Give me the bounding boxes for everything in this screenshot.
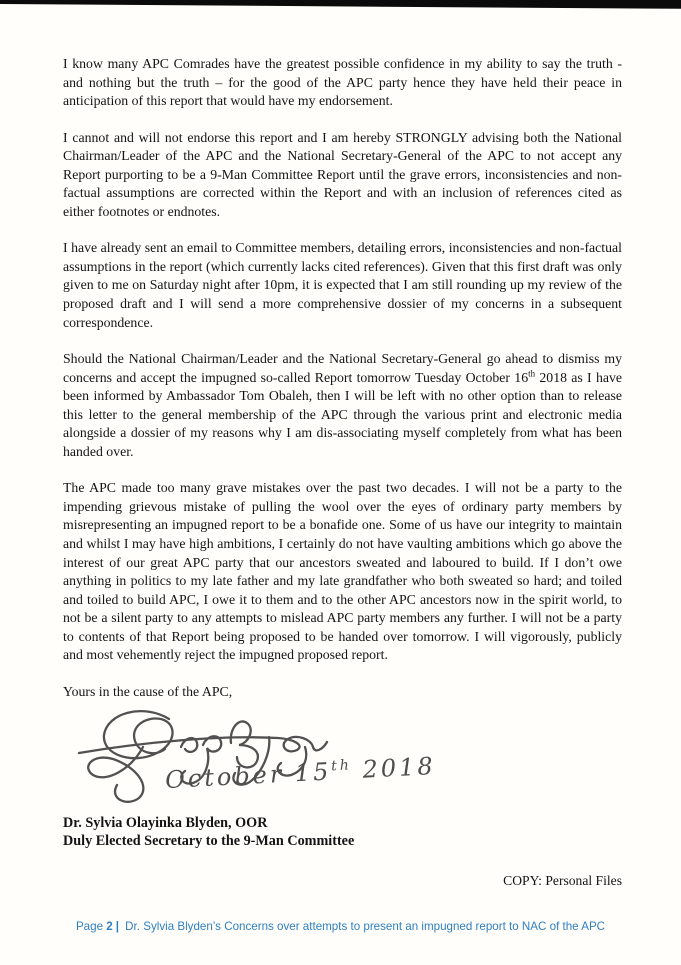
footer-document-title: Dr. Sylvia Blyden’s Concerns over attempts to present an impugned report to NAC of the APC xyxy=(121,920,606,933)
paragraph-3: I have already sent an email to Committee members, detailing errors, inconsistencies and non-factual assumptions in the report (which currently lacks cited references). Given that this first draft was only given to me on Saturday night after 10pm, it is expected that I am still rounding up my review of the proposed draft and I will send a more comprehensive dossier of my concerns in a subsequent correspondence. xyxy=(63,240,622,330)
signatory-title: Duly Elected Secretary to the 9-Man Committee xyxy=(63,833,355,849)
signatory-name: Dr. Sylvia Olayinka Blyden, OOR xyxy=(63,815,268,832)
footer-page-number: 2 xyxy=(106,920,113,933)
paragraph-4-text: Should the National Chairman/Leader and the National Secretary-General go ahead to dismiss my concerns and accept the impugned so-called Report tomorrow Tuesday October 16 xyxy=(63,351,622,385)
handwritten-date-year: 2018 xyxy=(351,752,437,785)
handwritten-date-day: October 15 xyxy=(164,757,333,795)
letter-body xyxy=(63,0,622,889)
page-footer xyxy=(0,920,681,933)
ordinal-superscript: th xyxy=(528,368,536,379)
footer-page-label: Page xyxy=(75,920,107,933)
copy-note: COPY: Personal Files xyxy=(503,872,622,888)
paragraph-5: The APC made too many grave mistakes over the past two decades. I will not be a party to the impending grievous mistake of pulling the wool over the eyes of ordinary party members by misrepresenting an impugned report to be a bonafide one. Some of us have our integrity to maintain and whilst I may have high ambitions, I certainly do not have vaulting ambitions which go above the interest of our great APC party that our ancestors sweated and laboured to build. If I don’t owe anything in politics to my late father and my late grandfather who both sweated so hard; and toiled and toiled to build APC, I owe it to them and to the other APC ancestors now in the spirit world, to not be a silent party to any attempts to mislead APC party members any further. I will not be a party to contents of that Report being proposed to be handed over tomorrow. I will vigorously, publicly and most vehemently reject the impugned proposed report. xyxy=(63,480,622,663)
footer-separator: | xyxy=(115,920,119,933)
signature-block xyxy=(73,707,437,813)
paragraph-2: I cannot and will not endorse this report and I am hereby STRONGLY advising both the National Chairman/Leader of the APC and the National Secretary-General of the APC to not accept any Report purporting to be a 9-Man Committee Report until the grave errors, inconsistencies and non-factual assumptions are corrected within the Report and with an inclusion of references cited as either footnotes or endnotes. xyxy=(63,129,622,219)
handwritten-date-ordinal: th xyxy=(330,757,353,775)
paragraph-4 xyxy=(63,350,622,461)
paragraph-1: I know many APC Comrades have the greatest possible confidence in my ability to say the truth - and nothing but the truth – for the good of the APC party hence they have held their peace in anticipation of this report that would have my endorsement. xyxy=(63,56,622,109)
paragraph-4-text-cont: 2018 as I have been informed by Ambassador Tom Obaleh, then I will be left with no other option than to release this letter to the general membership of the APC through the various print and electronic media alongside a dossier of my reasons why I am dis-associating myself completely from what has been handed over. xyxy=(63,369,622,459)
closing-line: Yours in the cause of the APC, xyxy=(63,683,233,699)
